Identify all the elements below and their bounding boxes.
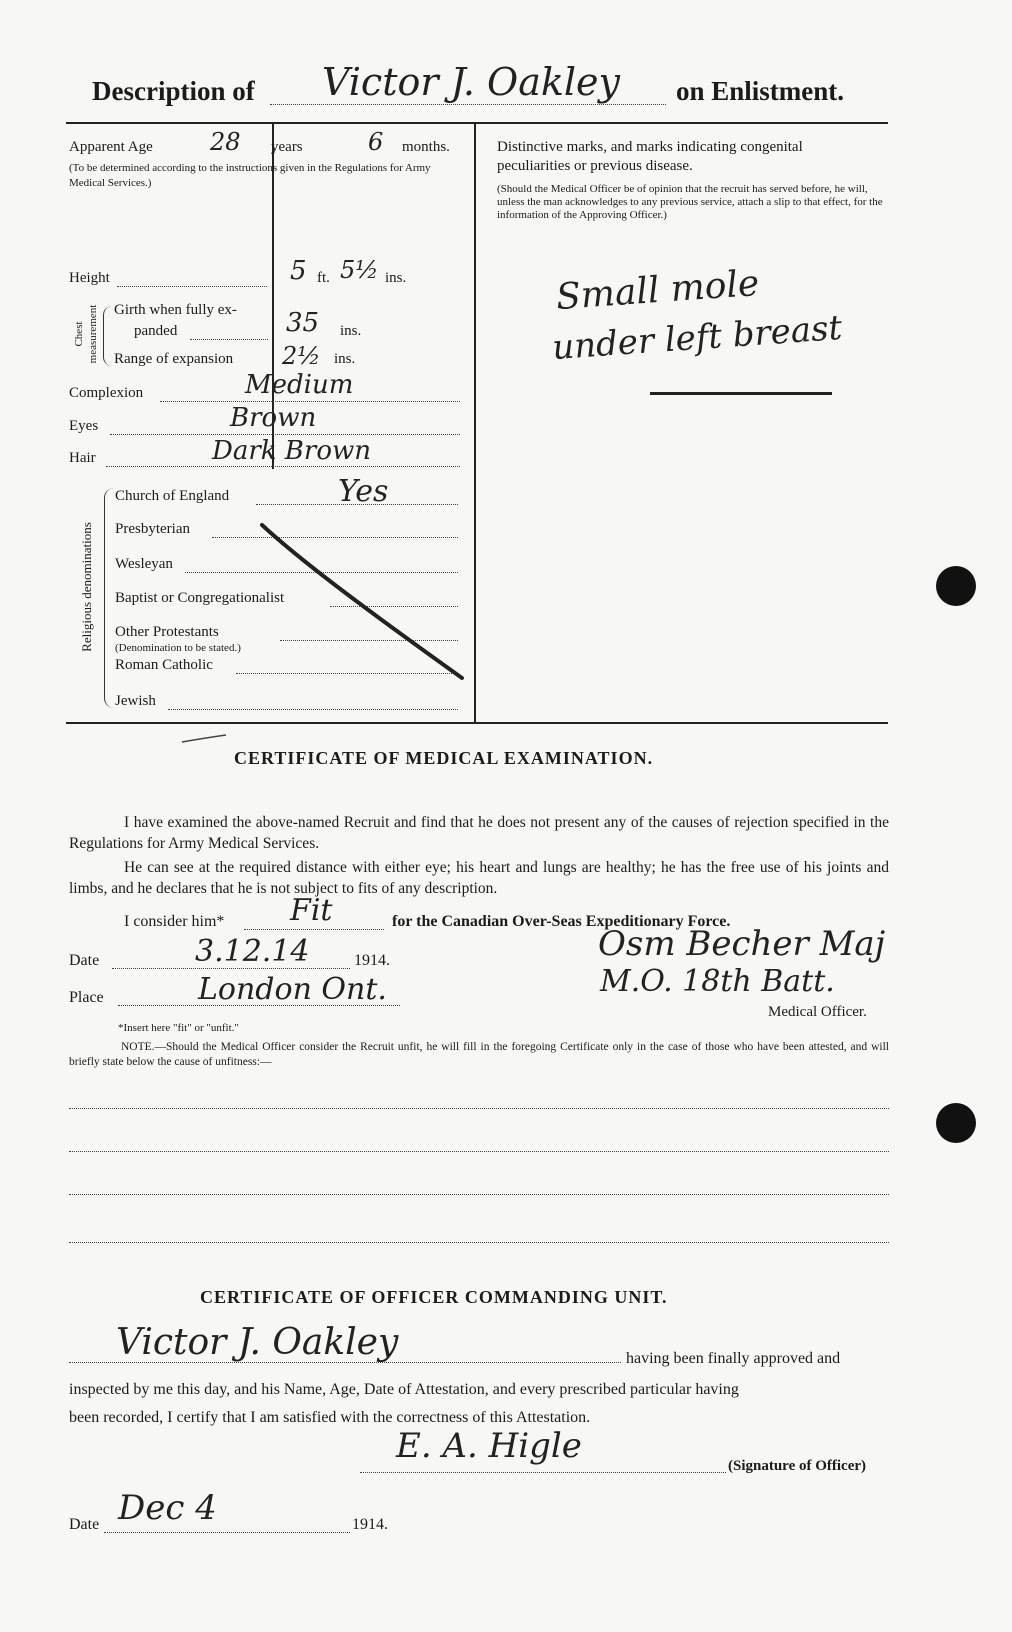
medical-date-label: Date [69,952,100,969]
title-prefix: Description of [92,76,255,106]
medical-paragraph-2: He can see at the required distance with either eye; his heart and lungs are healthy; he has the free use of his joints and limbs, and he declares that he is not subject to fits of any description. [69,859,889,897]
height-inches: 5½ [340,256,379,284]
years-label: years [271,139,303,155]
age-years: 28 [210,128,241,156]
chest-label: Chest measurement [73,304,99,364]
marks-heading-1: Distinctive marks, and marks indicating congenital [497,139,803,155]
feet-label: ft. [317,270,330,286]
religion-presbyterian: Presbyterian [115,521,190,537]
commanding-signature: E. A. Higle [396,1426,582,1466]
medical-date-value: 3.12.14 [195,934,310,969]
age-note: (To be determined according to the instructions given in the Regulations for Army Medical Services.) [69,162,431,189]
marks-value-2: under left breast [550,307,844,369]
medical-heading: CERTIFICATE OF MEDICAL EXAMINATION. [234,748,654,768]
eyes-label: Eyes [69,418,99,434]
religion-other: Other Protestants [115,624,219,640]
marks-note: (Should the Medical Officer be of opinion that the recruit has served before, he will, unless the man acknowledges to any previous service, attach a slip to that effect, for the information of the Approving Officer.) [497,183,883,221]
commanding-date-year: 1914. [352,1516,388,1533]
hair-label: Hair [69,450,96,466]
commanding-date-label: Date [69,1516,100,1533]
religion-jewish: Jewish [115,693,156,709]
medical-officer-label: Medical Officer. [768,1004,867,1020]
age-label: Apparent Age [69,139,153,155]
religion-value: Yes [338,474,389,509]
girth-inches-label: ins. [340,323,362,339]
consider-value: Fit [290,893,333,928]
range-value: 2½ [282,342,321,370]
complexion-value: Medium [245,370,354,400]
religion-group-label: Religious denominations [79,522,94,652]
unfitness-line-4 [69,1242,889,1243]
religion-roman-catholic: Roman Catholic [115,657,213,673]
commanding-text-2: inspected by me this day, and his Name, Age, Date of Attestation, and every prescribed particular having [69,1381,739,1398]
religion-other-note: (Denomination to be stated.) [115,642,241,654]
commanding-text-1: having been finally approved and [626,1350,841,1367]
inches-label: ins. [385,270,407,286]
religion-wesleyan: Wesleyan [115,556,173,572]
months-label: months. [402,139,450,155]
commanding-recruit-name: Victor J. Oakley [116,1322,399,1363]
medical-officer-unit: M.O. 18th Batt. [600,964,835,999]
religion-baptist: Baptist or Congregationalist [115,590,285,606]
medical-divider [66,722,888,724]
girth-value: 35 [286,308,320,338]
eyes-value: Brown [230,403,317,433]
marks-heading-2: peculiarities or previous disease. [497,158,693,174]
commanding-signature-label: (Signature of Officer) [728,1458,867,1474]
girth-label-2: panded [134,323,178,339]
title-suffix: on Enlistment. [676,76,845,106]
binder-hole-bottom [936,1103,976,1143]
consider-suffix: for the Canadian Over-Seas Expeditionary Force. [392,913,731,930]
recruit-name: Victor J. Oakley [322,60,620,104]
medical-officer-signature: Osm Becher Maj [598,924,886,964]
height-label: Height [69,270,110,286]
religion-church-of-england: Church of England [115,488,230,504]
medical-date-year: 1914. [354,952,390,969]
unfitness-line-2 [69,1151,889,1152]
consider-label: I consider him* [124,913,225,930]
unfitness-line-1 [69,1108,889,1109]
complexion-label: Complexion [69,385,144,401]
medical-place-value: London Ont. [198,972,387,1007]
commanding-heading: CERTIFICATE OF OFFICER COMMANDING UNIT. [200,1287,668,1307]
commanding-date-value: Dec 4 [118,1488,217,1528]
marks-value-1: Small mole [554,262,761,319]
binder-hole-top [936,566,976,606]
medical-place-label: Place [69,989,104,1006]
marks-underline [650,392,832,395]
range-inches-label: ins. [334,351,356,367]
commanding-text-3: been recorded, I certify that I am satisfied with the correctness of this Attestation. [69,1409,591,1426]
unfit-note: NOTE.—Should the Medical Officer consider the Recruit unfit, he will fill in the foregoing Certificate only in the case of those who have been attested, and will briefly state below the cause of unfitness:— [69,1041,889,1068]
hair-value: Dark Brown [212,436,371,466]
age-months: 6 [368,128,384,156]
girth-label-1: Girth when fully ex- [114,302,237,318]
range-label: Range of expansion [114,351,234,367]
medical-paragraph-1: I have examined the above-named Recruit and find that he does not present any of the causes of rejection specified in the Regulations for Army Medical Services. [69,814,889,852]
height-feet: 5 [290,256,307,286]
insert-note: *Insert here "fit" or "unfit." [118,1022,239,1034]
unfitness-line-3 [69,1194,889,1195]
